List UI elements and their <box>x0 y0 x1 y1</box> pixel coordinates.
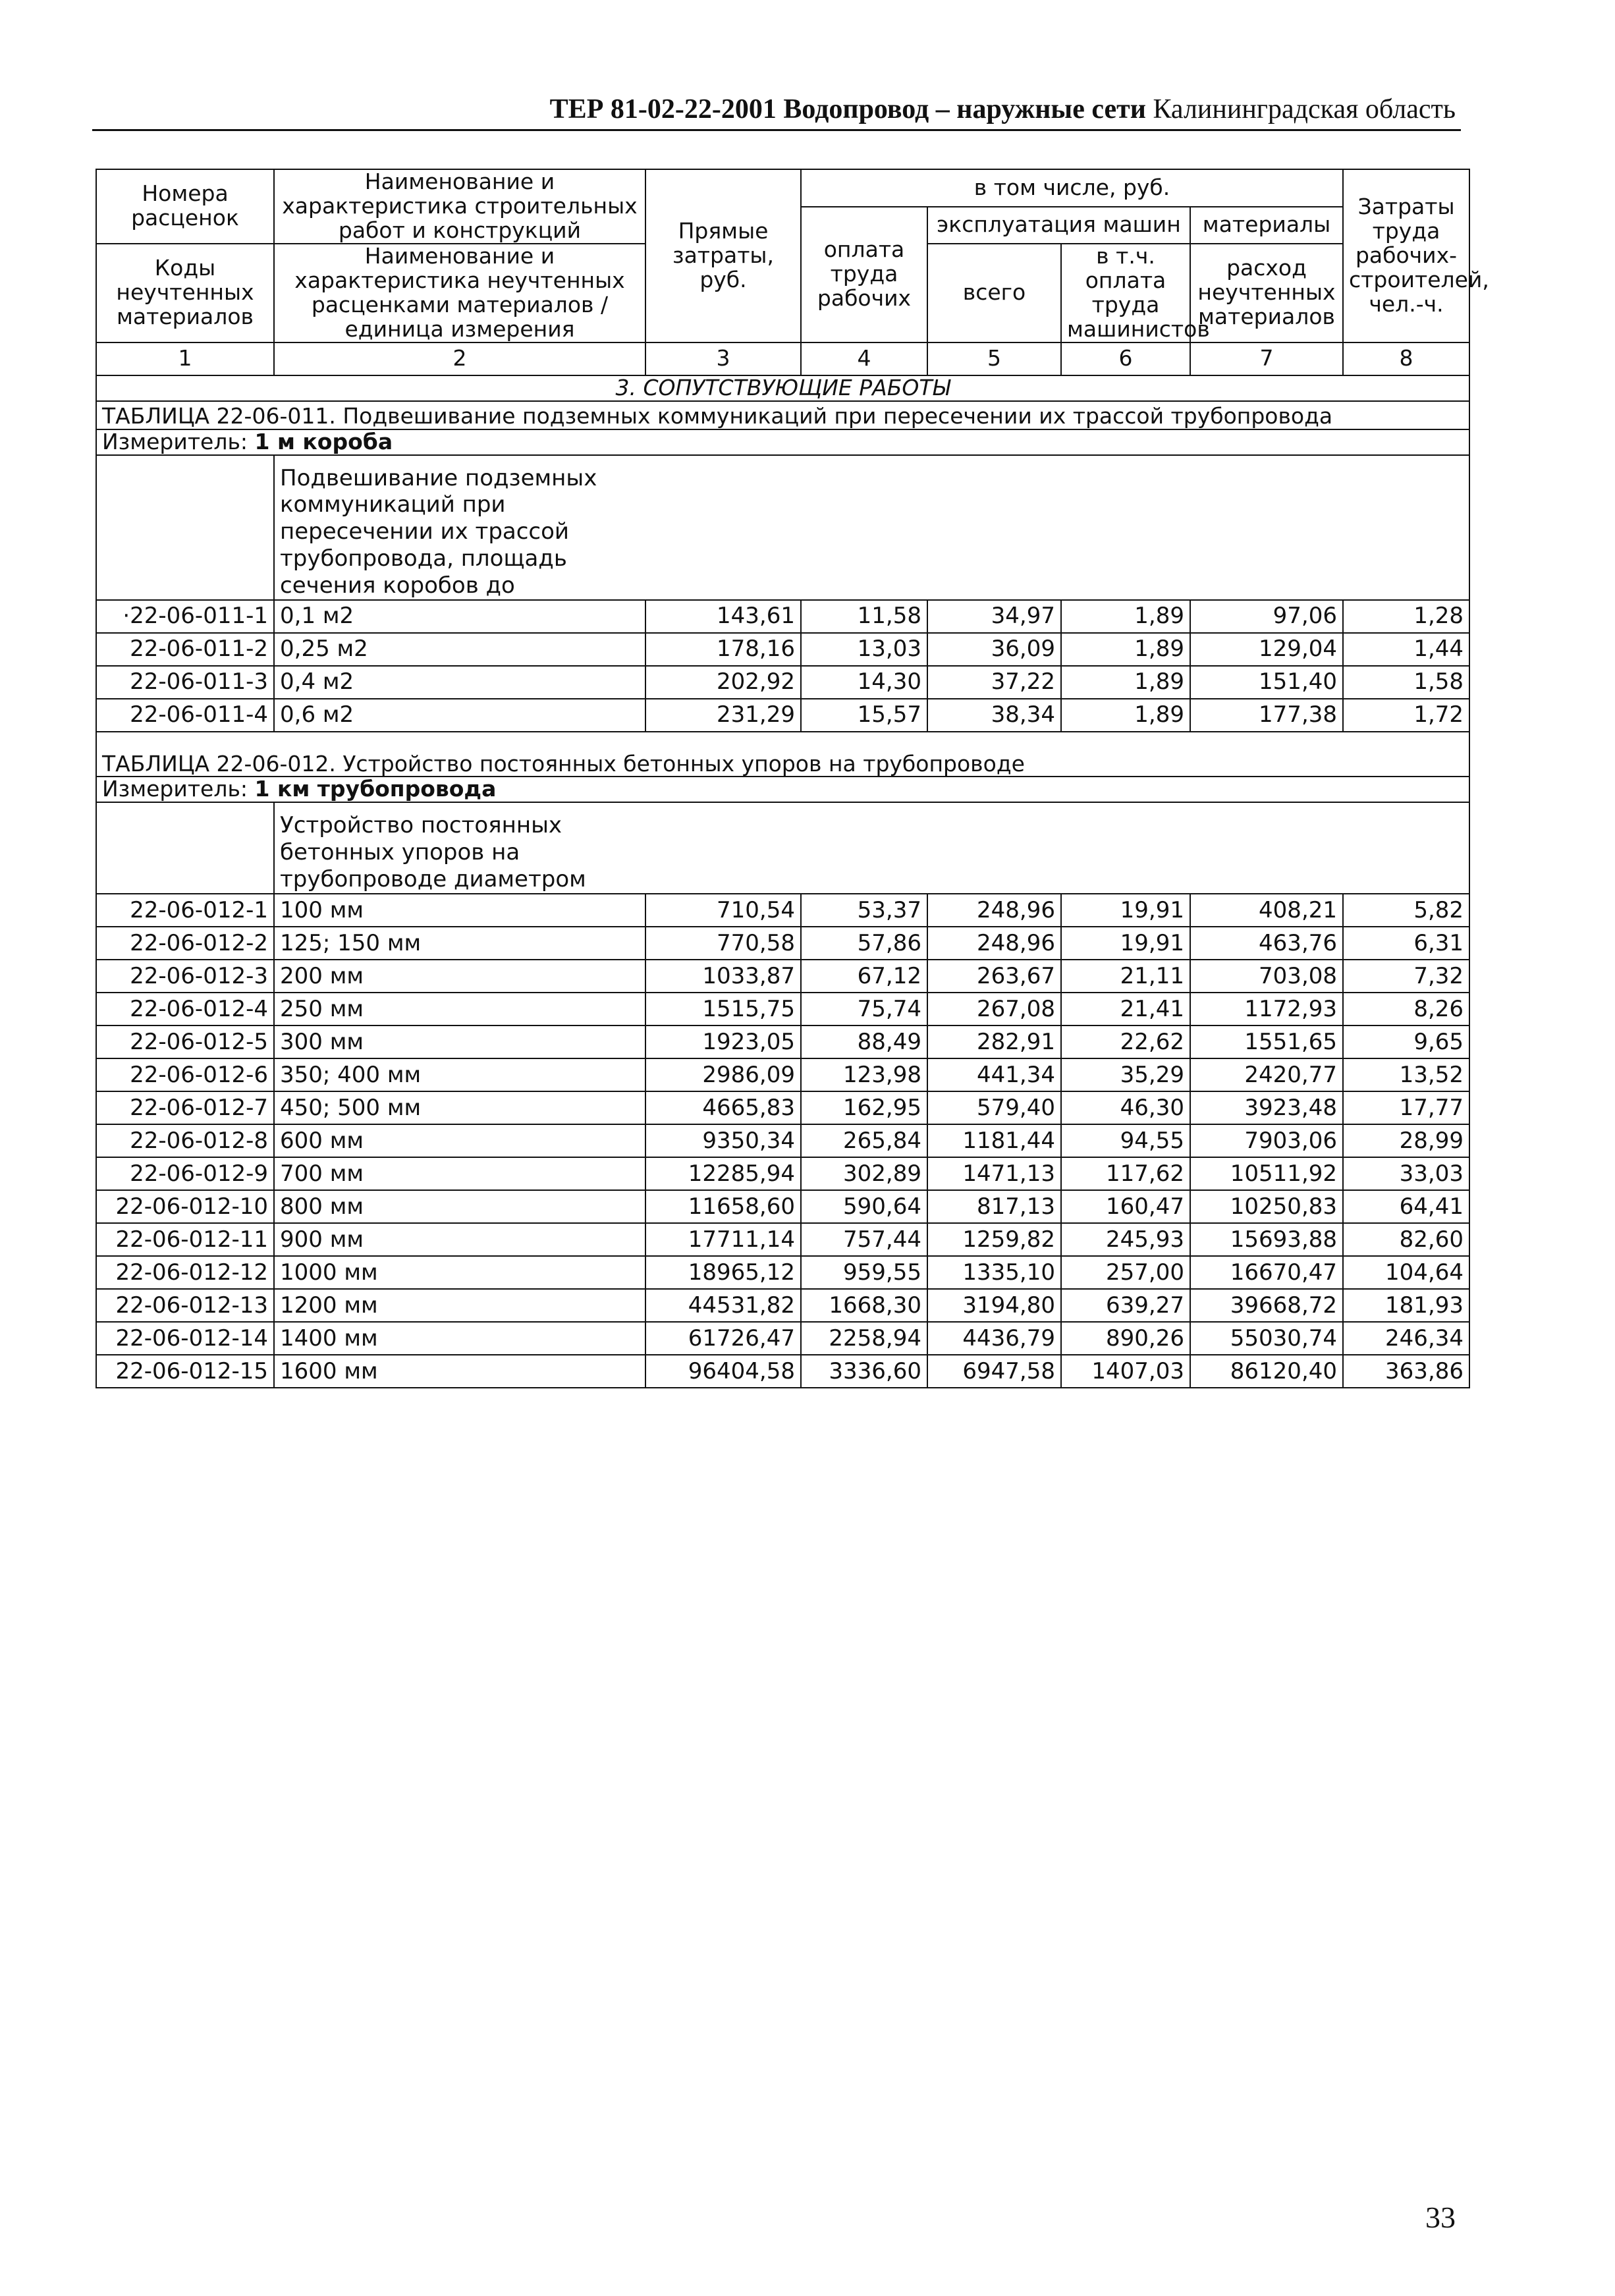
operator-pay: 117,62 <box>1061 1157 1190 1190</box>
material-use: 10511,92 <box>1190 1157 1343 1190</box>
direct-costs: 143,61 <box>645 600 801 633</box>
machine-costs: 6947,58 <box>927 1355 1061 1388</box>
table-row <box>96 1124 1469 1157</box>
worker-pay: 1668,30 <box>801 1289 927 1322</box>
material-use: 1172,93 <box>1190 993 1343 1025</box>
operator-pay: 1407,03 <box>1061 1355 1190 1388</box>
labor-hours: 246,34 <box>1343 1322 1469 1355</box>
rate-code: 22-06-012-5 <box>96 1025 274 1058</box>
operator-pay: 21,11 <box>1061 960 1190 993</box>
machine-costs: 441,34 <box>927 1058 1061 1091</box>
worker-pay: 590,64 <box>801 1190 927 1223</box>
col-header-material-name: Наименование и характеристика неучтенных расценками материалов / единица измерения <box>274 244 645 342</box>
price-table <box>96 169 1489 1388</box>
work-name: 1600 мм <box>274 1355 645 1388</box>
worker-pay: 67,12 <box>801 960 927 993</box>
machine-costs: 34,97 <box>927 600 1061 633</box>
table-row <box>96 894 1469 927</box>
work-name: 0,25 м2 <box>274 633 645 666</box>
operator-pay: 19,91 <box>1061 927 1190 960</box>
col-header-in-total: в том числе, руб. <box>801 169 1343 207</box>
labor-hours: 1,72 <box>1343 699 1469 732</box>
direct-costs: 61726,47 <box>645 1322 801 1355</box>
material-use: 86120,40 <box>1190 1355 1343 1388</box>
table1-title: ТАБЛИЦА 22-06-011. Подвешивание подземных коммуникаций при пересечении их трассой трубопровода <box>96 401 1469 429</box>
direct-costs: 17711,14 <box>645 1223 801 1256</box>
labor-hours: 363,86 <box>1343 1355 1469 1388</box>
rate-code: 22-06-012-4 <box>96 993 274 1025</box>
table-row <box>96 1058 1469 1091</box>
worker-pay: 265,84 <box>801 1124 927 1157</box>
labor-hours: 1,28 <box>1343 600 1469 633</box>
table1-rows <box>96 600 1469 732</box>
labor-hours: 33,03 <box>1343 1157 1469 1190</box>
col-header-direct-costs: Прямые затраты, руб. <box>645 169 801 342</box>
machine-costs: 38,34 <box>927 699 1061 732</box>
labor-hours: 8,26 <box>1343 993 1469 1025</box>
table-row <box>96 666 1469 699</box>
direct-costs: 44531,82 <box>645 1289 801 1322</box>
machine-costs: 248,96 <box>927 894 1061 927</box>
operator-pay: 1,89 <box>1061 666 1190 699</box>
direct-costs: 2986,09 <box>645 1058 801 1091</box>
worker-pay: 123,98 <box>801 1058 927 1091</box>
operator-pay: 1,89 <box>1061 633 1190 666</box>
col-header-worker-pay: оплата труда рабочих <box>801 207 927 342</box>
operator-pay: 22,62 <box>1061 1025 1190 1058</box>
col-header-material-codes: Коды неучтенных материалов <box>96 244 274 342</box>
table2-rows <box>96 894 1469 1388</box>
operator-pay: 890,26 <box>1061 1322 1190 1355</box>
rate-code: 22-06-012-7 <box>96 1091 274 1124</box>
col-number: 1 <box>96 342 274 375</box>
material-use: 7903,06 <box>1190 1124 1343 1157</box>
machine-costs: 263,67 <box>927 960 1061 993</box>
operator-pay: 639,27 <box>1061 1289 1190 1322</box>
material-use: 16670,47 <box>1190 1256 1343 1289</box>
labor-hours: 64,41 <box>1343 1190 1469 1223</box>
material-use: 408,21 <box>1190 894 1343 927</box>
worker-pay: 757,44 <box>801 1223 927 1256</box>
col-number: 8 <box>1343 342 1469 375</box>
section-heading-row <box>96 375 1469 401</box>
table2-title: ТАБЛИЦА 22-06-012. Устройство постоянных бетонных упоров на трубопроводе <box>96 732 1469 777</box>
work-name: 350; 400 мм <box>274 1058 645 1091</box>
direct-costs: 178,16 <box>645 633 801 666</box>
direct-costs: 1515,75 <box>645 993 801 1025</box>
labor-hours: 7,32 <box>1343 960 1469 993</box>
machine-costs: 267,08 <box>927 993 1061 1025</box>
direct-costs: 11658,60 <box>645 1190 801 1223</box>
col-number: 5 <box>927 342 1061 375</box>
machine-costs: 4436,79 <box>927 1322 1061 1355</box>
rate-code: 22-06-012-3 <box>96 960 274 993</box>
table-row <box>96 1157 1469 1190</box>
machine-costs: 1181,44 <box>927 1124 1061 1157</box>
table-row <box>96 600 1469 633</box>
table-row <box>96 1256 1469 1289</box>
rate-code: 22-06-012-13 <box>96 1289 274 1322</box>
direct-costs: 18965,12 <box>645 1256 801 1289</box>
work-name: 300 мм <box>274 1025 645 1058</box>
table2-title-row <box>96 732 1469 777</box>
work-name: 900 мм <box>274 1223 645 1256</box>
direct-costs: 9350,34 <box>645 1124 801 1157</box>
measure-value: 1 м короба <box>254 428 393 454</box>
header-rule <box>92 129 1461 131</box>
labor-hours: 82,60 <box>1343 1223 1469 1256</box>
operator-pay: 19,91 <box>1061 894 1190 927</box>
work-name: 1400 мм <box>274 1322 645 1355</box>
table-row <box>96 1025 1469 1058</box>
material-use: 463,76 <box>1190 927 1343 960</box>
col-header-machines-total: всего <box>927 244 1061 342</box>
direct-costs: 1033,87 <box>645 960 801 993</box>
col-number: 6 <box>1061 342 1190 375</box>
col-header-labor-hours: Затраты труда рабочих-строителей, чел.-ч. <box>1343 169 1469 342</box>
labor-hours: 1,44 <box>1343 633 1469 666</box>
table1-title-row <box>96 401 1469 429</box>
machine-costs: 817,13 <box>927 1190 1061 1223</box>
table1-measure <box>96 429 1469 455</box>
machine-costs: 36,09 <box>927 633 1061 666</box>
page-header <box>99 94 1456 125</box>
machine-costs: 37,22 <box>927 666 1061 699</box>
col-header-machines: эксплуатация машин <box>927 207 1190 244</box>
col-header-materials: материалы <box>1190 207 1343 244</box>
operator-pay: 94,55 <box>1061 1124 1190 1157</box>
labor-hours: 104,64 <box>1343 1256 1469 1289</box>
table-row <box>96 927 1469 960</box>
machine-costs: 248,96 <box>927 927 1061 960</box>
work-name: 700 мм <box>274 1157 645 1190</box>
rate-code: 22-06-011-4 <box>96 699 274 732</box>
labor-hours: 28,99 <box>1343 1124 1469 1157</box>
header-region: Калининградская область <box>1145 94 1456 124</box>
rate-code: ·22-06-011-1 <box>96 600 274 633</box>
table-row <box>96 1223 1469 1256</box>
operator-pay: 46,30 <box>1061 1091 1190 1124</box>
table-row <box>96 699 1469 732</box>
work-name: 0,1 м2 <box>274 600 645 633</box>
section-heading: 3. СОПУТСТВУЮЩИЕ РАБОТЫ <box>96 375 1469 401</box>
work-name: 125; 150 мм <box>274 927 645 960</box>
operator-pay: 35,29 <box>1061 1058 1190 1091</box>
rate-code: 22-06-012-6 <box>96 1058 274 1091</box>
material-use: 1551,65 <box>1190 1025 1343 1058</box>
rate-code: 22-06-012-12 <box>96 1256 274 1289</box>
worker-pay: 53,37 <box>801 894 927 927</box>
worker-pay: 302,89 <box>801 1157 927 1190</box>
operator-pay: 1,89 <box>1061 600 1190 633</box>
material-use: 39668,72 <box>1190 1289 1343 1322</box>
col-number: 2 <box>274 342 645 375</box>
rate-code: 22-06-012-9 <box>96 1157 274 1190</box>
direct-costs: 231,29 <box>645 699 801 732</box>
column-number-row <box>96 342 1469 375</box>
table1-description-row <box>96 455 1469 600</box>
worker-pay: 959,55 <box>801 1256 927 1289</box>
labor-hours: 181,93 <box>1343 1289 1469 1322</box>
header-title: ТЕР 81-02-22-2001 Водопровод – наружные сети <box>549 94 1146 124</box>
measure-value: 1 км трубопровода <box>254 776 497 802</box>
work-name: 100 мм <box>274 894 645 927</box>
worker-pay: 3336,60 <box>801 1355 927 1388</box>
machine-costs: 1259,82 <box>927 1223 1061 1256</box>
worker-pay: 88,49 <box>801 1025 927 1058</box>
material-use: 151,40 <box>1190 666 1343 699</box>
empty-cell <box>96 455 274 600</box>
machine-costs: 1471,13 <box>927 1157 1061 1190</box>
machine-costs: 579,40 <box>927 1091 1061 1124</box>
direct-costs: 4665,83 <box>645 1091 801 1124</box>
rate-code: 22-06-012-11 <box>96 1223 274 1256</box>
rate-code: 22-06-012-10 <box>96 1190 274 1223</box>
page-number: 33 <box>1425 2200 1456 2234</box>
col-header-work-name: Наименование и характеристика строительных работ и конструкций <box>274 169 645 244</box>
operator-pay: 160,47 <box>1061 1190 1190 1223</box>
direct-costs: 770,58 <box>645 927 801 960</box>
rate-code: 22-06-011-2 <box>96 633 274 666</box>
direct-costs: 12285,94 <box>645 1157 801 1190</box>
table-row <box>96 1322 1469 1355</box>
labor-hours: 1,58 <box>1343 666 1469 699</box>
material-use: 3923,48 <box>1190 1091 1343 1124</box>
rate-code: 22-06-012-15 <box>96 1355 274 1388</box>
work-name: 0,4 м2 <box>274 666 645 699</box>
col-header-operator-pay: в т.ч. оплата труда машинистов <box>1061 244 1190 342</box>
table2-description <box>274 802 1469 893</box>
table-row <box>96 1190 1469 1223</box>
material-use: 703,08 <box>1190 960 1343 993</box>
material-use: 15693,88 <box>1190 1223 1343 1256</box>
operator-pay: 257,00 <box>1061 1256 1190 1289</box>
header-row-1 <box>96 169 1469 207</box>
col-number: 7 <box>1190 342 1343 375</box>
table-row <box>96 960 1469 993</box>
material-use: 2420,77 <box>1190 1058 1343 1091</box>
measure-label: Измеритель: <box>102 776 255 802</box>
table-row <box>96 633 1469 666</box>
labor-hours: 9,65 <box>1343 1025 1469 1058</box>
col-header-codes: Номера расценок <box>96 169 274 244</box>
material-use: 177,38 <box>1190 699 1343 732</box>
material-use: 129,04 <box>1190 633 1343 666</box>
operator-pay: 245,93 <box>1061 1223 1190 1256</box>
direct-costs: 1923,05 <box>645 1025 801 1058</box>
worker-pay: 75,74 <box>801 993 927 1025</box>
work-name: 1200 мм <box>274 1289 645 1322</box>
work-name: 800 мм <box>274 1190 645 1223</box>
labor-hours: 5,82 <box>1343 894 1469 927</box>
table1-description <box>274 455 1469 600</box>
work-name: 0,6 м2 <box>274 699 645 732</box>
rate-code: 22-06-012-14 <box>96 1322 274 1355</box>
worker-pay: 13,03 <box>801 633 927 666</box>
table1-description-text: Подвешивание подземных коммуникаций при пересечении их трассой трубопровода, площадь сечения коробов до <box>280 464 597 599</box>
direct-costs: 96404,58 <box>645 1355 801 1388</box>
machine-costs: 282,91 <box>927 1025 1061 1058</box>
direct-costs: 710,54 <box>645 894 801 927</box>
operator-pay: 1,89 <box>1061 699 1190 732</box>
measure-label: Измеритель: <box>102 428 255 454</box>
machine-costs: 1335,10 <box>927 1256 1061 1289</box>
rate-code: 22-06-012-8 <box>96 1124 274 1157</box>
table-row <box>96 1091 1469 1124</box>
work-name: 600 мм <box>274 1124 645 1157</box>
table1-measure-row <box>96 429 1469 455</box>
machine-costs: 3194,80 <box>927 1289 1061 1322</box>
worker-pay: 57,86 <box>801 927 927 960</box>
table2-description-row <box>96 802 1469 893</box>
table-row <box>96 993 1469 1025</box>
labor-hours: 17,77 <box>1343 1091 1469 1124</box>
table2-measure-row <box>96 777 1469 802</box>
direct-costs: 202,92 <box>645 666 801 699</box>
material-use: 55030,74 <box>1190 1322 1343 1355</box>
labor-hours: 6,31 <box>1343 927 1469 960</box>
labor-hours: 13,52 <box>1343 1058 1469 1091</box>
rate-code: 22-06-011-3 <box>96 666 274 699</box>
work-name: 1000 мм <box>274 1256 645 1289</box>
table-row <box>96 1289 1469 1322</box>
table-row <box>96 1355 1469 1388</box>
worker-pay: 2258,94 <box>801 1322 927 1355</box>
rate-code: 22-06-012-2 <box>96 927 274 960</box>
col-number: 3 <box>645 342 801 375</box>
work-name: 450; 500 мм <box>274 1091 645 1124</box>
col-number: 4 <box>801 342 927 375</box>
worker-pay: 14,30 <box>801 666 927 699</box>
worker-pay: 162,95 <box>801 1091 927 1124</box>
work-name: 200 мм <box>274 960 645 993</box>
table2-measure <box>96 777 1469 802</box>
col-header-material-use: расход неучтенных материалов <box>1190 244 1343 342</box>
operator-pay: 21,41 <box>1061 993 1190 1025</box>
worker-pay: 15,57 <box>801 699 927 732</box>
material-use: 97,06 <box>1190 600 1343 633</box>
empty-cell <box>96 802 274 893</box>
worker-pay: 11,58 <box>801 600 927 633</box>
table2-description-text: Устройство постоянных бетонных упоров на трубопроводе диаметром <box>280 812 586 893</box>
rate-code: 22-06-012-1 <box>96 894 274 927</box>
work-name: 250 мм <box>274 993 645 1025</box>
material-use: 10250,83 <box>1190 1190 1343 1223</box>
